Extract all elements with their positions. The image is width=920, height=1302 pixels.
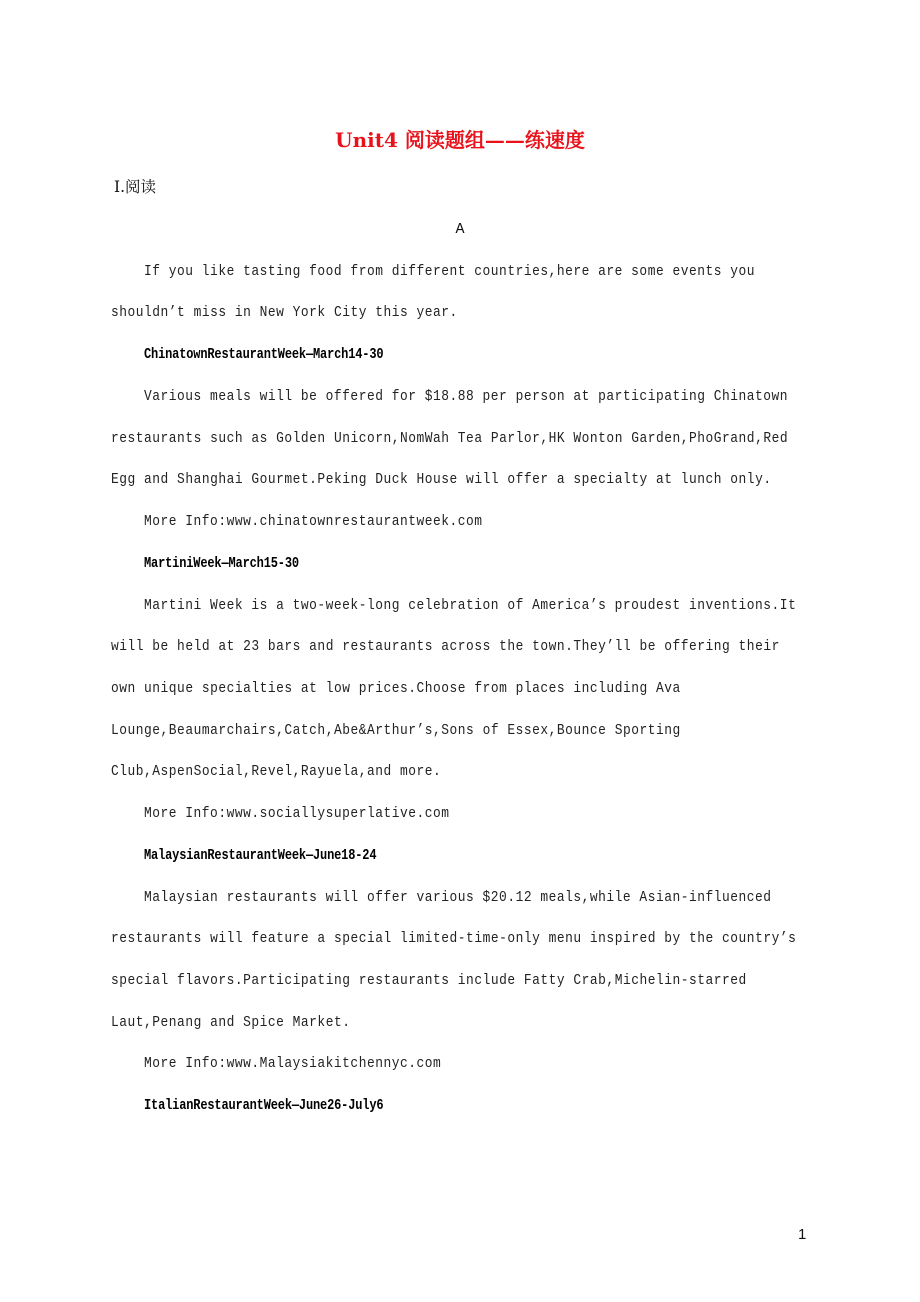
event-body-line: Lounge,Beaumarchairs,Catch,Abe&Arthur’s,Sons of Essex,Bounce Sporting xyxy=(111,722,681,739)
event-heading-martini: MartiniWeek—March15-30 xyxy=(144,555,299,572)
event-body-line: own unique specialties at low prices.Choose from places including Ava xyxy=(111,680,681,697)
event-more-info: More Info:www.chinatownrestaurantweek.com xyxy=(144,513,483,530)
document-title: Unit4 阅读题组——练速度 xyxy=(335,128,585,152)
event-heading-italian: ItalianRestaurantWeek—June26-July6 xyxy=(144,1097,384,1114)
event-body-line: Martini Week is a two-week-long celebration of America’s proudest inventions.It xyxy=(144,597,797,614)
intro-line: If you like tasting food from different countries,here are some events you xyxy=(144,263,756,280)
event-body-line: Egg and Shanghai Gourmet.Peking Duck House will offer a specialty at lunch only. xyxy=(111,471,772,488)
event-body-line: Malaysian restaurants will offer various $20.12 meals,while Asian-influenced xyxy=(144,889,772,906)
passage-letter: A xyxy=(455,221,465,238)
event-more-info: More Info:www.sociallysuperlative.com xyxy=(144,805,450,822)
intro-line: shouldn’t miss in New York City this year. xyxy=(111,304,458,321)
section-label: Ⅰ.阅读 xyxy=(114,178,157,196)
event-body-line: Laut,Penang and Spice Market. xyxy=(111,1014,351,1031)
event-more-info: More Info:www.Malaysiakitchennyc.com xyxy=(144,1055,442,1072)
event-body-line: Club,AspenSocial,Revel,Rayuela,and more. xyxy=(111,763,442,780)
event-body-line: Various meals will be offered for $18.88 per person at participating Chinatown xyxy=(144,388,789,405)
event-body-line: will be held at 23 bars and restaurants across the town.They’ll be offering their xyxy=(111,638,780,655)
event-heading-chinatown: ChinatownRestaurantWeek—March14-30 xyxy=(144,346,384,363)
event-heading-malaysian: MalaysianRestaurantWeek—June18-24 xyxy=(144,847,377,864)
event-body-line: special flavors.Participating restaurants include Fatty Crab,Michelin-starred xyxy=(111,972,747,989)
event-body-line: restaurants will feature a special limited-time-only menu inspired by the country’s xyxy=(111,930,797,947)
event-body-line: restaurants such as Golden Unicorn,NomWah Tea Parlor,HK Wonton Garden,PhoGrand,Red xyxy=(111,430,789,447)
page-number: 1 xyxy=(798,1226,807,1243)
